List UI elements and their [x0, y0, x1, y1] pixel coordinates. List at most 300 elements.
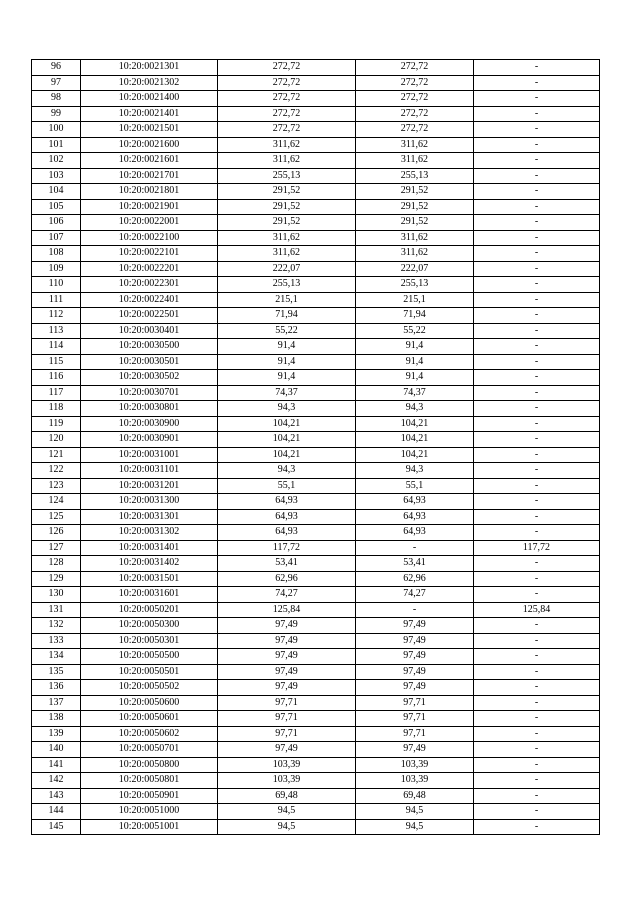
- table-row: [32, 773, 600, 789]
- value-3-cell: -: [474, 292, 600, 308]
- value-2-cell: 291,52: [356, 215, 474, 231]
- row-number-cell: 126: [32, 525, 81, 541]
- cadastral-number-cell: 10:20:0031401: [81, 540, 218, 556]
- row-number-cell: 143: [32, 788, 81, 804]
- value-3-cell: -: [474, 695, 600, 711]
- value-3-cell: -: [474, 788, 600, 804]
- value-3-cell: -: [474, 726, 600, 742]
- table-row: [32, 742, 600, 758]
- row-number-cell: 132: [32, 618, 81, 634]
- row-number-cell: 102: [32, 153, 81, 169]
- table-row: [32, 633, 600, 649]
- cadastral-number-cell: 10:20:0050500: [81, 649, 218, 665]
- table-row: [32, 246, 600, 262]
- value-2-cell: 311,62: [356, 230, 474, 246]
- value-2-cell: 53,41: [356, 556, 474, 572]
- value-cell: 74,27: [218, 587, 356, 603]
- row-number-cell: 138: [32, 711, 81, 727]
- row-number-cell: 119: [32, 416, 81, 432]
- value-2-cell: 97,49: [356, 618, 474, 634]
- row-number-cell: 134: [32, 649, 81, 665]
- table-row: [32, 602, 600, 618]
- value-2-cell: 311,62: [356, 137, 474, 153]
- value-2-cell: 97,49: [356, 649, 474, 665]
- value-3-cell: -: [474, 230, 600, 246]
- value-cell: 291,52: [218, 184, 356, 200]
- value-3-cell: -: [474, 277, 600, 293]
- cadastral-number-cell: 10:20:0022201: [81, 261, 218, 277]
- value-cell: 222,07: [218, 261, 356, 277]
- cadastral-number-cell: 10:20:0021400: [81, 91, 218, 107]
- row-number-cell: 144: [32, 804, 81, 820]
- cadastral-number-cell: 10:20:0050201: [81, 602, 218, 618]
- cadastral-number-cell: 10:20:0021601: [81, 153, 218, 169]
- cadastral-number-cell: 10:20:0022100: [81, 230, 218, 246]
- value-2-cell: 74,37: [356, 385, 474, 401]
- value-2-cell: 97,49: [356, 633, 474, 649]
- table-row: [32, 726, 600, 742]
- table-row: [32, 261, 600, 277]
- value-2-cell: 55,22: [356, 323, 474, 339]
- value-2-cell: 272,72: [356, 106, 474, 122]
- value-cell: 94,3: [218, 463, 356, 479]
- value-2-cell: 97,49: [356, 742, 474, 758]
- value-2-cell: 91,4: [356, 339, 474, 355]
- cadastral-number-cell: 10:20:0021401: [81, 106, 218, 122]
- value-2-cell: 291,52: [356, 184, 474, 200]
- cadastral-number-cell: 10:20:0050801: [81, 773, 218, 789]
- value-cell: 311,62: [218, 153, 356, 169]
- value-cell: 103,39: [218, 773, 356, 789]
- value-3-cell: -: [474, 664, 600, 680]
- value-3-cell: -: [474, 773, 600, 789]
- cadastral-number-cell: 10:20:0030401: [81, 323, 218, 339]
- row-number-cell: 129: [32, 571, 81, 587]
- value-cell: 97,71: [218, 695, 356, 711]
- value-cell: 272,72: [218, 75, 356, 91]
- value-cell: 94,5: [218, 804, 356, 820]
- row-number-cell: 118: [32, 401, 81, 417]
- value-3-cell: -: [474, 680, 600, 696]
- value-3-cell: -: [474, 633, 600, 649]
- value-3-cell: -: [474, 447, 600, 463]
- value-cell: 97,49: [218, 664, 356, 680]
- value-cell: 104,21: [218, 447, 356, 463]
- cadastral-number-cell: 10:20:0050502: [81, 680, 218, 696]
- row-number-cell: 135: [32, 664, 81, 680]
- cadastral-number-cell: 10:20:0050701: [81, 742, 218, 758]
- value-2-cell: 74,27: [356, 587, 474, 603]
- value-2-cell: 272,72: [356, 122, 474, 138]
- value-cell: 272,72: [218, 122, 356, 138]
- table-row: [32, 525, 600, 541]
- value-cell: 55,22: [218, 323, 356, 339]
- value-3-cell: -: [474, 819, 600, 835]
- value-2-cell: 222,07: [356, 261, 474, 277]
- cadastral-number-cell: 10:20:0050602: [81, 726, 218, 742]
- row-number-cell: 98: [32, 91, 81, 107]
- cadastral-number-cell: 10:20:0030501: [81, 354, 218, 370]
- value-cell: 62,96: [218, 571, 356, 587]
- row-number-cell: 113: [32, 323, 81, 339]
- value-3-cell: -: [474, 416, 600, 432]
- cadastral-number-cell: 10:20:0030502: [81, 370, 218, 386]
- table-row: [32, 494, 600, 510]
- row-number-cell: 109: [32, 261, 81, 277]
- table-row: [32, 385, 600, 401]
- table-row: [32, 618, 600, 634]
- value-3-cell: -: [474, 649, 600, 665]
- value-cell: 272,72: [218, 91, 356, 107]
- value-3-cell: 117,72: [474, 540, 600, 556]
- table-row: [32, 401, 600, 417]
- value-2-cell: 104,21: [356, 416, 474, 432]
- value-2-cell: 97,49: [356, 680, 474, 696]
- cadastral-number-cell: 10:20:0021302: [81, 75, 218, 91]
- cadastral-number-cell: 10:20:0050800: [81, 757, 218, 773]
- row-number-cell: 130: [32, 587, 81, 603]
- value-3-cell: -: [474, 463, 600, 479]
- value-3-cell: -: [474, 618, 600, 634]
- table-row: [32, 571, 600, 587]
- value-cell: 291,52: [218, 215, 356, 231]
- row-number-cell: 140: [32, 742, 81, 758]
- cadastral-number-cell: 10:20:0050501: [81, 664, 218, 680]
- table-row: [32, 416, 600, 432]
- table-row: [32, 509, 600, 525]
- cadastral-number-cell: 10:20:0022501: [81, 308, 218, 324]
- row-number-cell: 96: [32, 60, 81, 76]
- value-cell: 272,72: [218, 106, 356, 122]
- table-row: [32, 153, 600, 169]
- value-3-cell: -: [474, 323, 600, 339]
- table-row: [32, 230, 600, 246]
- value-cell: 311,62: [218, 246, 356, 262]
- value-3-cell: -: [474, 556, 600, 572]
- cadastral-number-cell: 10:20:0030801: [81, 401, 218, 417]
- row-number-cell: 106: [32, 215, 81, 231]
- table-row: [32, 370, 600, 386]
- cadastral-number-cell: 10:20:0021301: [81, 60, 218, 76]
- row-number-cell: 124: [32, 494, 81, 510]
- cadastral-number-cell: 10:20:0031302: [81, 525, 218, 541]
- value-2-cell: 255,13: [356, 168, 474, 184]
- cadastral-number-cell: 10:20:0031601: [81, 587, 218, 603]
- value-cell: 97,49: [218, 680, 356, 696]
- table-row: [32, 587, 600, 603]
- row-number-cell: 121: [32, 447, 81, 463]
- table-row: [32, 75, 600, 91]
- row-number-cell: 115: [32, 354, 81, 370]
- value-cell: 97,49: [218, 633, 356, 649]
- value-2-cell: 97,71: [356, 726, 474, 742]
- value-3-cell: -: [474, 804, 600, 820]
- cadastral-number-cell: 10:20:0021901: [81, 199, 218, 215]
- value-3-cell: -: [474, 571, 600, 587]
- value-cell: 311,62: [218, 137, 356, 153]
- value-cell: 104,21: [218, 416, 356, 432]
- row-number-cell: 128: [32, 556, 81, 572]
- value-2-cell: 104,21: [356, 447, 474, 463]
- value-2-cell: 103,39: [356, 773, 474, 789]
- table-row: [32, 788, 600, 804]
- cadastral-number-cell: 10:20:0031300: [81, 494, 218, 510]
- value-cell: 64,93: [218, 509, 356, 525]
- row-number-cell: 131: [32, 602, 81, 618]
- row-number-cell: 112: [32, 308, 81, 324]
- value-cell: 53,41: [218, 556, 356, 572]
- value-3-cell: -: [474, 339, 600, 355]
- value-3-cell: -: [474, 587, 600, 603]
- row-number-cell: 110: [32, 277, 81, 293]
- value-3-cell: -: [474, 91, 600, 107]
- value-cell: 272,72: [218, 60, 356, 76]
- cadastral-number-cell: 10:20:0031301: [81, 509, 218, 525]
- value-3-cell: -: [474, 494, 600, 510]
- cadastral-number-cell: 10:20:0021600: [81, 137, 218, 153]
- value-3-cell: -: [474, 184, 600, 200]
- table-row: [32, 354, 600, 370]
- table-row: [32, 184, 600, 200]
- row-number-cell: 101: [32, 137, 81, 153]
- cadastral-number-cell: 10:20:0051001: [81, 819, 218, 835]
- table-row: [32, 540, 600, 556]
- table-row: [32, 556, 600, 572]
- row-number-cell: 137: [32, 695, 81, 711]
- value-3-cell: -: [474, 106, 600, 122]
- value-2-cell: 311,62: [356, 153, 474, 169]
- value-cell: 91,4: [218, 370, 356, 386]
- cadastral-number-cell: 10:20:0022101: [81, 246, 218, 262]
- cadastral-number-cell: 10:20:0021801: [81, 184, 218, 200]
- value-2-cell: 255,13: [356, 277, 474, 293]
- cadastral-number-cell: 10:20:0031101: [81, 463, 218, 479]
- value-cell: 64,93: [218, 525, 356, 541]
- value-cell: 91,4: [218, 339, 356, 355]
- table-row: [32, 695, 600, 711]
- table-body: [32, 60, 600, 835]
- row-number-cell: 103: [32, 168, 81, 184]
- value-cell: 291,52: [218, 199, 356, 215]
- value-cell: 74,37: [218, 385, 356, 401]
- cadastral-number-cell: 10:20:0030900: [81, 416, 218, 432]
- cadastral-number-cell: 10:20:0050300: [81, 618, 218, 634]
- row-number-cell: 136: [32, 680, 81, 696]
- value-cell: 97,71: [218, 711, 356, 727]
- value-3-cell: -: [474, 385, 600, 401]
- value-3-cell: -: [474, 199, 600, 215]
- cadastral-number-cell: 10:20:0022401: [81, 292, 218, 308]
- table-row: [32, 323, 600, 339]
- value-2-cell: 291,52: [356, 199, 474, 215]
- value-2-cell: 104,21: [356, 432, 474, 448]
- cadastral-number-cell: 10:20:0050601: [81, 711, 218, 727]
- table-row: [32, 137, 600, 153]
- value-cell: 97,71: [218, 726, 356, 742]
- value-3-cell: -: [474, 308, 600, 324]
- value-cell: 69,48: [218, 788, 356, 804]
- value-2-cell: 215,1: [356, 292, 474, 308]
- value-2-cell: 272,72: [356, 75, 474, 91]
- cadastral-number-cell: 10:20:0050600: [81, 695, 218, 711]
- value-2-cell: 97,71: [356, 695, 474, 711]
- row-number-cell: 111: [32, 292, 81, 308]
- table-row: [32, 106, 600, 122]
- cadastral-number-cell: 10:20:0031001: [81, 447, 218, 463]
- value-cell: 117,72: [218, 540, 356, 556]
- value-3-cell: -: [474, 742, 600, 758]
- table-row: [32, 711, 600, 727]
- row-number-cell: 120: [32, 432, 81, 448]
- value-3-cell: -: [474, 122, 600, 138]
- table-row: [32, 804, 600, 820]
- row-number-cell: 104: [32, 184, 81, 200]
- value-2-cell: 64,93: [356, 494, 474, 510]
- table-row: [32, 292, 600, 308]
- value-2-cell: 55,1: [356, 478, 474, 494]
- cadastral-number-cell: 10:20:0050901: [81, 788, 218, 804]
- value-2-cell: 97,49: [356, 664, 474, 680]
- value-3-cell: 125,84: [474, 602, 600, 618]
- table-row: [32, 60, 600, 76]
- value-2-cell: -: [356, 540, 474, 556]
- row-number-cell: 108: [32, 246, 81, 262]
- value-2-cell: 94,3: [356, 463, 474, 479]
- cadastral-number-cell: 10:20:0050301: [81, 633, 218, 649]
- value-3-cell: -: [474, 261, 600, 277]
- table-row: [32, 819, 600, 835]
- value-3-cell: -: [474, 75, 600, 91]
- value-3-cell: -: [474, 401, 600, 417]
- value-cell: 97,49: [218, 649, 356, 665]
- value-2-cell: 69,48: [356, 788, 474, 804]
- row-number-cell: 145: [32, 819, 81, 835]
- table-row: [32, 122, 600, 138]
- row-number-cell: 107: [32, 230, 81, 246]
- value-2-cell: 64,93: [356, 525, 474, 541]
- cadastral-number-cell: 10:20:0030500: [81, 339, 218, 355]
- table-row: [32, 447, 600, 463]
- value-3-cell: -: [474, 60, 600, 76]
- value-3-cell: -: [474, 478, 600, 494]
- value-2-cell: 272,72: [356, 91, 474, 107]
- table-row: [32, 215, 600, 231]
- value-cell: 103,39: [218, 757, 356, 773]
- table-row: [32, 432, 600, 448]
- row-number-cell: 100: [32, 122, 81, 138]
- cadastral-number-cell: 10:20:0031201: [81, 478, 218, 494]
- value-3-cell: -: [474, 215, 600, 231]
- table-row: [32, 463, 600, 479]
- table-row: [32, 308, 600, 324]
- value-2-cell: -: [356, 602, 474, 618]
- table-row: [32, 664, 600, 680]
- value-2-cell: 94,5: [356, 819, 474, 835]
- value-3-cell: -: [474, 370, 600, 386]
- table-row: [32, 91, 600, 107]
- value-cell: 94,3: [218, 401, 356, 417]
- value-cell: 64,93: [218, 494, 356, 510]
- value-2-cell: 64,93: [356, 509, 474, 525]
- value-2-cell: 91,4: [356, 354, 474, 370]
- value-3-cell: -: [474, 525, 600, 541]
- table-row: [32, 680, 600, 696]
- value-cell: 71,94: [218, 308, 356, 324]
- cadastral-number-cell: 10:20:0031402: [81, 556, 218, 572]
- data-table: [31, 59, 600, 835]
- value-cell: 255,13: [218, 277, 356, 293]
- value-3-cell: -: [474, 757, 600, 773]
- value-cell: 215,1: [218, 292, 356, 308]
- table-row: [32, 478, 600, 494]
- value-3-cell: -: [474, 153, 600, 169]
- table-row: [32, 757, 600, 773]
- value-3-cell: -: [474, 432, 600, 448]
- value-2-cell: 311,62: [356, 246, 474, 262]
- row-number-cell: 105: [32, 199, 81, 215]
- row-number-cell: 139: [32, 726, 81, 742]
- value-3-cell: -: [474, 509, 600, 525]
- row-number-cell: 122: [32, 463, 81, 479]
- value-cell: 97,49: [218, 618, 356, 634]
- value-3-cell: -: [474, 711, 600, 727]
- row-number-cell: 133: [32, 633, 81, 649]
- value-2-cell: 94,3: [356, 401, 474, 417]
- cadastral-number-cell: 10:20:0031501: [81, 571, 218, 587]
- value-3-cell: -: [474, 354, 600, 370]
- row-number-cell: 117: [32, 385, 81, 401]
- value-2-cell: 94,5: [356, 804, 474, 820]
- value-cell: 55,1: [218, 478, 356, 494]
- value-cell: 104,21: [218, 432, 356, 448]
- value-2-cell: 91,4: [356, 370, 474, 386]
- table-row: [32, 168, 600, 184]
- value-cell: 125,84: [218, 602, 356, 618]
- value-3-cell: -: [474, 246, 600, 262]
- row-number-cell: 99: [32, 106, 81, 122]
- row-number-cell: 125: [32, 509, 81, 525]
- value-cell: 91,4: [218, 354, 356, 370]
- value-2-cell: 71,94: [356, 308, 474, 324]
- row-number-cell: 114: [32, 339, 81, 355]
- value-2-cell: 272,72: [356, 60, 474, 76]
- cadastral-number-cell: 10:20:0022001: [81, 215, 218, 231]
- value-cell: 255,13: [218, 168, 356, 184]
- cadastral-number-cell: 10:20:0021701: [81, 168, 218, 184]
- cadastral-number-cell: 10:20:0051000: [81, 804, 218, 820]
- row-number-cell: 97: [32, 75, 81, 91]
- value-3-cell: -: [474, 137, 600, 153]
- value-cell: 97,49: [218, 742, 356, 758]
- table-row: [32, 277, 600, 293]
- value-3-cell: -: [474, 168, 600, 184]
- cadastral-number-cell: 10:20:0030701: [81, 385, 218, 401]
- value-cell: 94,5: [218, 819, 356, 835]
- row-number-cell: 141: [32, 757, 81, 773]
- value-2-cell: 62,96: [356, 571, 474, 587]
- cadastral-number-cell: 10:20:0022301: [81, 277, 218, 293]
- table-row: [32, 199, 600, 215]
- value-2-cell: 97,71: [356, 711, 474, 727]
- row-number-cell: 116: [32, 370, 81, 386]
- row-number-cell: 127: [32, 540, 81, 556]
- row-number-cell: 142: [32, 773, 81, 789]
- table-row: [32, 339, 600, 355]
- value-cell: 311,62: [218, 230, 356, 246]
- row-number-cell: 123: [32, 478, 81, 494]
- table-row: [32, 649, 600, 665]
- value-2-cell: 103,39: [356, 757, 474, 773]
